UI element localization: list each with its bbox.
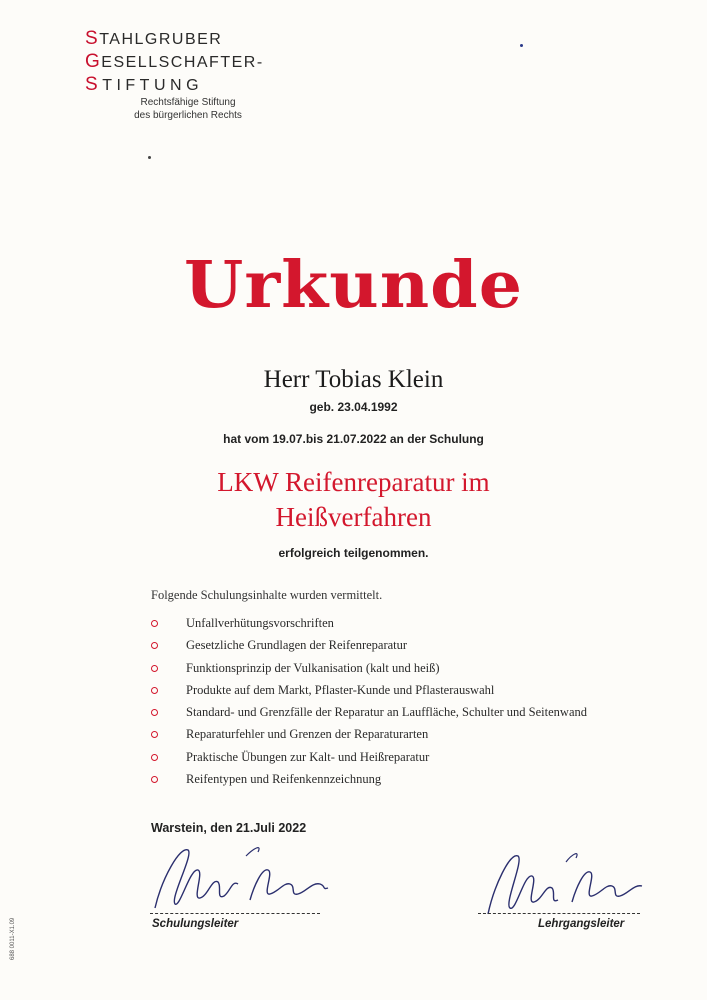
logo-line-3: STIFTUNG: [85, 74, 204, 95]
bullet-icon: [151, 642, 158, 649]
course-title-line-1: LKW Reifenreparatur im: [217, 467, 490, 497]
form-code: 688 0011-X1.09: [10, 917, 16, 960]
signature-line-left: [150, 913, 320, 914]
certificate-title: Urkunde: [184, 247, 523, 323]
logo-line-2: GESELLSCHAFTER-: [85, 51, 264, 72]
list-item: Praktische Übungen zur Kalt- und Heißreparatur: [151, 750, 671, 772]
contents-intro: Folgende Schulungsinhalte wurden vermittelt.: [151, 588, 383, 602]
place-and-date: Warstein, den 21.Juli 2022: [151, 821, 307, 835]
list-item: Unfallverhütungsvorschriften: [151, 616, 671, 638]
signature-left-label: Schulungsleiter: [152, 918, 239, 930]
signature-right-label: Lehrgangsleiter: [538, 918, 625, 930]
list-item: Gesetzliche Grundlagen der Reifenreparatur: [151, 638, 671, 660]
signature-left: [150, 838, 330, 918]
completion-text: erfolgreich teilgenommen.: [278, 546, 429, 560]
list-item: Reparaturfehler und Grenzen der Reparaturarten: [151, 727, 671, 749]
bullet-icon: [151, 709, 158, 716]
birth-date: geb. 23.04.1992: [309, 400, 398, 414]
ink-speck: [148, 156, 151, 159]
course-title-line-2: Heißverfahren: [275, 502, 432, 532]
signature-line-right: [478, 913, 640, 914]
training-period: hat vom 19.07.bis 21.07.2022 an der Schulung: [223, 432, 484, 446]
bullet-icon: [151, 731, 158, 738]
foundation-logo: [85, 28, 264, 121]
list-item: Standard- und Grenzfälle der Reparatur an Lauffläche, Schulter und Seitenwand: [151, 705, 671, 727]
topics-list: [151, 616, 671, 794]
bullet-icon: [151, 754, 158, 761]
bullet-icon: [151, 687, 158, 694]
list-item: Reifentypen und Reifenkennzeichnung: [151, 772, 671, 794]
logo-line-1: STAHLGRUBER: [85, 28, 223, 49]
ink-speck: [520, 44, 523, 47]
bullet-icon: [151, 665, 158, 672]
list-item: Produkte auf dem Markt, Pflaster-Kunde und Pflasterauswahl: [151, 683, 671, 705]
logo-subtitle: Rechtsfähige Stiftung des bürgerlichen Rechts: [134, 97, 242, 121]
recipient-name: Herr Tobias Klein: [263, 366, 444, 393]
bullet-icon: [151, 776, 158, 783]
course-title: [0, 465, 707, 535]
signature-right: [480, 842, 650, 922]
bullet-icon: [151, 620, 158, 627]
list-item: Funktionsprinzip der Vulkanisation (kalt und heiß): [151, 661, 671, 683]
